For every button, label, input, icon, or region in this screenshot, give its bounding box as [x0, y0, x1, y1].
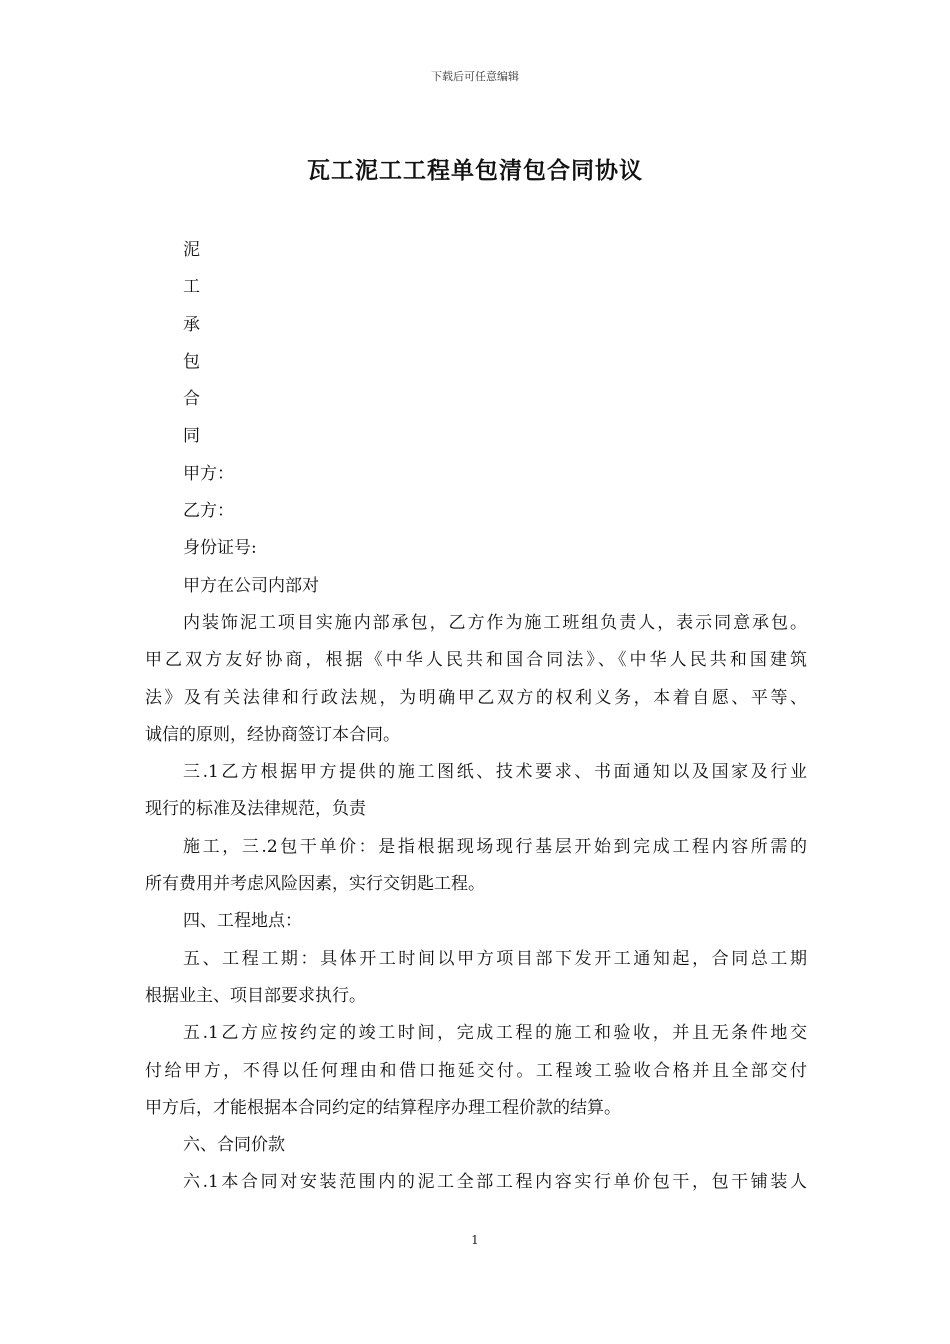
body-line: 泥 — [183, 240, 200, 260]
body-line: 法》及有关法律和行政法规，为明确甲乙双方的权利义务，本着自愿、平等、 — [145, 687, 807, 708]
body-line: 甲方： — [183, 463, 234, 484]
body-line: 诚信的原则，经协商签订本合同。 — [145, 724, 400, 745]
body-line: 身份证号: — [183, 538, 257, 559]
body-line: 五、工程工期：具体开工时间以甲方项目部下发开工通知起，合同总工期 — [183, 948, 807, 969]
body-line: 甲方在公司内部对 — [183, 575, 319, 596]
body-line: 承 — [183, 314, 200, 335]
body-line: 根据业主、项目部要求执行。 — [145, 985, 366, 1006]
body-line: 工 — [183, 277, 200, 298]
body-line: 甲乙双方友好协商，根据《中华人民共和国合同法》、《中华人民共和国建筑 — [145, 650, 807, 671]
body-line: 乙方： — [183, 501, 234, 522]
body-line: 六、合同价款 — [183, 1135, 285, 1156]
body-line: 四、工程地点： — [183, 911, 302, 932]
body-line: 施工，三.2包干单价：是指根据现场现行基层开始到完成工程内容所需的 — [183, 836, 807, 857]
body-line: 合 — [183, 389, 200, 410]
page-number: 1 — [471, 1233, 479, 1247]
header-note: 下载后可任意编辑 — [431, 70, 519, 83]
body-line: 五.1乙方应按约定的竣工时间，完成工程的施工和验收，并且无条件地交 — [183, 1023, 807, 1044]
body-line: 同 — [183, 426, 200, 447]
document-body — [145, 232, 807, 1202]
body-line: 付给甲方，不得以任何理由和借口拖延交付。工程竣工验收合格并且全部交付 — [145, 1060, 807, 1081]
body-line: 三.1乙方根据甲方提供的施工图纸、技术要求、书面通知以及国家及行业 — [183, 762, 807, 783]
document-title: 瓦工泥工工程单包清包合同协议 — [307, 157, 643, 184]
body-line: 六.1本合同对安装范围内的泥工全部工程内容实行单价包干，包干铺装人 — [183, 1172, 807, 1193]
body-line: 所有费用并考虑风险因素，实行交钥匙工程。 — [145, 874, 485, 895]
body-line: 包 — [183, 351, 200, 372]
body-line: 现行的标准及法律规范，负责 — [145, 799, 366, 820]
body-line: 内装饰泥工项目实施内部承包，乙方作为施工班组负责人，表示同意承包。 — [183, 612, 807, 633]
body-line: 甲方后，才能根据本合同约定的结算程序办理工程价款的结算。 — [145, 1097, 621, 1118]
